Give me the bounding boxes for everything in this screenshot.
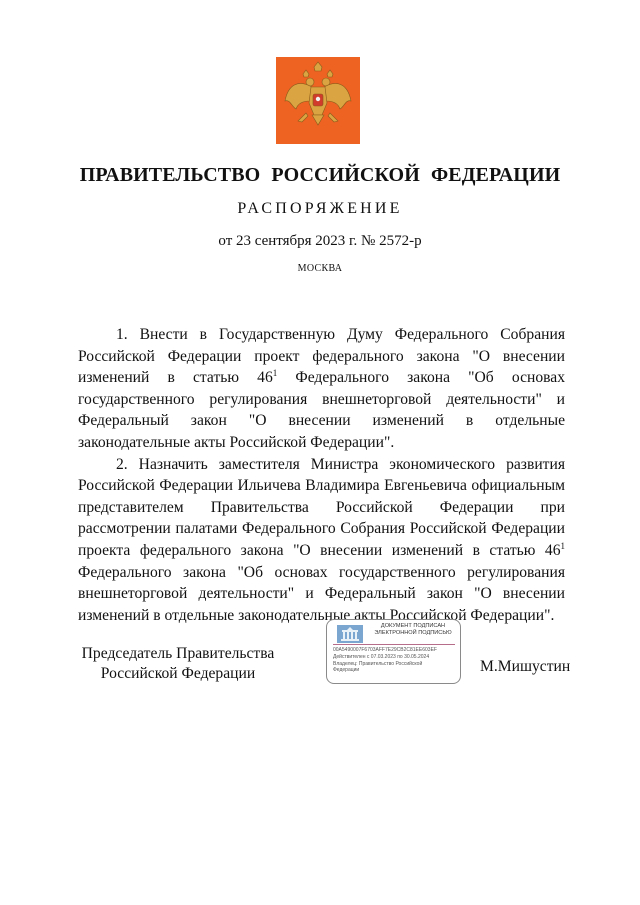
paragraph-1 xyxy=(78,324,565,454)
stamp-certificate: 00A5490007F6703AFF7E29CB2C81EE603EF xyxy=(333,647,437,653)
paragraph-2-part-b: Федерального закона "Об основах государственного регулирования внешнеторговой деятельности" и Федеральный закон "О внесении изменений в отдельные законодательные акты Российской Федерации". xyxy=(78,563,565,624)
signatory-name: М.Мишустин xyxy=(480,658,571,675)
document-date-number: от 23 сентября 2023 г. № 2572-р xyxy=(218,233,422,249)
government-title: ПРАВИТЕЛЬСТВО РОССИЙСКОЙ ФЕДЕРАЦИИ xyxy=(79,164,561,186)
signatory-position-line-1: Председатель Правительства xyxy=(81,645,275,662)
superscript-2: 1 xyxy=(560,540,565,551)
stamp-title-line-2: ЭЛЕКТРОННОЙ ПОДПИСЬЮ xyxy=(374,630,452,636)
superscript-1: 1 xyxy=(272,368,278,379)
russian-coat-of-arms-icon xyxy=(276,57,360,144)
stamp-owner: Владелец: Правительство Российской Федерации xyxy=(333,660,423,674)
paragraph-1-part-b: Федерального закона "Об основах государственного регулирования внешнеторговой деятельности" и Федеральный закон "О внесении изменений в отдельные законодательные акты Российской Федерации". xyxy=(78,369,566,451)
stamp-validity: Действителен с 07.03.2023 по 30.05.2024 xyxy=(333,653,430,660)
stamp-details xyxy=(333,647,459,674)
double-headed-eagle-icon xyxy=(276,57,360,144)
stamp-title-line-1: ДОКУМЕНТ ПОДПИСАН xyxy=(380,623,446,629)
paragraph-2-part-a: 2. Назначить заместителя Министра экономического развития Российской Федерации Ильичева Владимира Евгеньевича официальным представителем Правительства Российской Федерации при рассмотрении палатами Федерального Собрания Российской Федерации проекта федерального закона "О внесении изменений в статью 46 xyxy=(78,455,565,559)
signatory-position xyxy=(78,644,278,684)
order-body xyxy=(78,324,565,626)
paragraph-1-part-a: 1. Внести в Государственную Думу Федерального Собрания Российской Федерации проект федерального закона "О внесении изменений в статью 46 xyxy=(78,326,565,387)
government-building-icon xyxy=(337,625,363,643)
document-type: РАСПОРЯЖЕНИЕ xyxy=(237,200,403,217)
stamp-title xyxy=(367,623,459,637)
document-city: МОСКВА xyxy=(297,263,343,274)
electronic-signature-stamp xyxy=(326,619,461,684)
stamp-divider xyxy=(333,644,455,645)
paragraph-2 xyxy=(78,454,565,627)
signatory-position-line-2: Российской Федерации xyxy=(100,665,256,682)
